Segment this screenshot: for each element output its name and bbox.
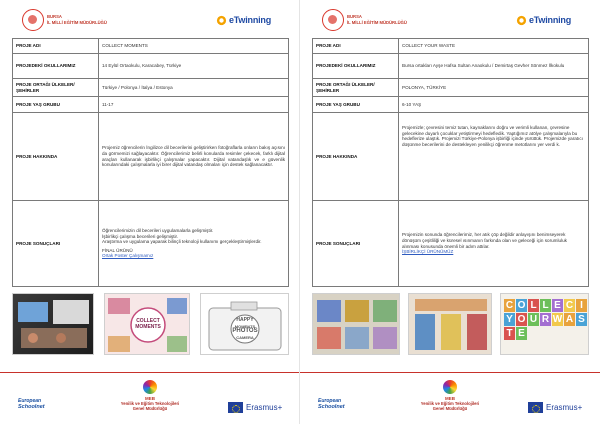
project-age-group: 11-17 — [99, 97, 289, 113]
meb-logo-icon — [322, 9, 344, 31]
project-results: Projemizin sonunda öğrencilerimiz, her atık çöp değildir anlayışını benimseyerek dönüşüm çeşitliliği ve küresel ısınmanın farkında olan ve geleceği için sorumluluk alınması konusunda önemli bir adım attılar. İŞBİRLİKÇİ ÜRÜNÜMÜZ — [399, 201, 589, 287]
page-footer — [0, 378, 300, 422]
collage-letter: A — [565, 314, 574, 325]
project-results: Öğrencilerimizin dil becerileri uygulamalarla gelişmiştir. İşbirlikçi çalışma becerileri gelişmiştir. Araştırma ve uygulama yaparak bilinçli teknoloji kullanımı gerçekleştirmişlerdir. FİNAL ÜRÜNÜ Ortak Poster Çalışmamız — [99, 201, 289, 287]
etwinning-logo: eTwinning — [516, 14, 576, 28]
etwinning-star-icon — [216, 15, 227, 26]
project-info-table — [12, 38, 289, 287]
photo-collect-your-waste-letters — [500, 293, 589, 355]
table-row: PROJE HAKKINDA Projemizle; çevresini temiz tutan, kaynaklarını doğru ve verimli kullanan, çevresine gelecekine duyarlı çocuklar yetiştirmeyi hedefledik. Yaptığımız atölye çalışmalarıyla bu hedeflerize ulaştık. Projemizi Türkiye-Polonya işbirliği içinde yürüttük. Projemizde yaratıcı düşünme becerilerini de destekleyen yenilikçi öğrenme metotlarını yer verdi k. — [313, 113, 589, 201]
waste-letters-collage — [504, 299, 587, 340]
collage-letter: W — [552, 314, 563, 325]
table-row: PROJEDEKİ OKULLARIMIZ 14 Eylül Ortaokulu, Karacabey, Türkiye — [13, 54, 289, 79]
yegitek-logo: MEB Yenilik ve Eğitim Teknolojileri Genel Müdürlüğü — [420, 380, 480, 420]
table-row: PROJE SONUÇLARI Öğrencilerimizin dil becerileri uygulamalarla gelişmiştir. İşbirlikçi çalışma becerileri gelişmiştir. Araştırma ve uygulama yaparak bilinçli teknoloji kullanımı gerçekleştirmişlerdir. FİNAL ÜRÜNÜ Ortak Poster Çalışmamız — [13, 201, 289, 287]
etwinning-logo: eTwinning — [216, 14, 276, 28]
table-row: PROJE ORTAĞI ÜLKELER/ŞEHİRLER Türkiye / Polonya / İtalya / Estonya — [13, 79, 289, 97]
project-photos — [312, 293, 589, 355]
table-row: PROJE ORTAĞI ÜLKELER/ŞEHİRLER POLONYA, TÜRKİYE — [313, 79, 589, 97]
project-schools: Bursa ortakları Ayşe Hafsa Sultan Anaokulu / Demirtaş Gevher Sönmez İlkokulu — [399, 54, 589, 79]
project-partners: POLONYA, TÜRKİYE — [399, 79, 589, 97]
photo-classroom-bulletin — [312, 293, 400, 355]
photo-school-wall — [408, 293, 492, 355]
project-about: Projemizle; çevresini temiz tutan, kaynaklarını doğru ve verimli kullanan, çevresine gelecekine duyarlı çocuklar yetiştirmeyi hedefledik. Yaptığımız atölye çalışmalarıyla bu hedeflerize ulaştık. Projemizi Türkiye-Polonya işbirliği içinde yürüttük. Projemizde yaratıcı düşünme becerilerini de destekleyen yenilikçi öğrenme metotlarını yer verdi k. — [399, 113, 589, 201]
project-age-group: 6-10 YAŞ — [399, 97, 589, 113]
project-name: COLLECT MOMENTS — [99, 39, 289, 54]
yegitek-emblem-icon — [443, 380, 457, 394]
table-row: PROJE YAŞ GRUBU 6-10 YAŞ — [313, 97, 589, 113]
page-footer — [300, 378, 600, 422]
collage-letter: O — [517, 314, 526, 325]
collage-letter: L — [528, 299, 539, 312]
photo-students-computer — [12, 293, 94, 355]
school-display-icon — [409, 294, 492, 355]
eu-flag-icon — [228, 402, 243, 413]
table-row: PROJE ADI COLLECT MOMENTS — [13, 39, 289, 54]
table-row: PROJE ADI COLLECT YOUR WASTE — [313, 39, 589, 54]
collage-letter: C — [505, 300, 514, 311]
european-schoolnet-logo: European Schoolnet — [318, 398, 345, 410]
collage-letter: O — [517, 300, 526, 311]
erasmus-logo: Erasmus+ — [228, 402, 294, 414]
project-photos — [12, 293, 289, 355]
final-product-link[interactable]: Ortak Poster Çalışmamız — [102, 253, 154, 259]
table-row: PROJE YAŞ GRUBU 11-17 — [13, 97, 289, 113]
project-partners: Türkiye / Polonya / İtalya / Estonya — [99, 79, 289, 97]
collage-letter: L — [540, 299, 551, 312]
project-info-table — [312, 38, 589, 287]
yegitek-emblem-icon — [143, 380, 157, 394]
project-schools: 14 Eylül Ortaokulu, Karacabey, Türkiye — [99, 54, 289, 79]
photo-collect-moments-collage: COLLECT MOMENTS — [104, 293, 190, 355]
table-row: PROJEDEKİ OKULLARIMIZ Bursa ortakları Ayşe Hafsa Sultan Anaokulu / Demirtaş Gevher Sönmez İlkokulu — [313, 54, 589, 79]
table-row: PROJE HAKKINDA Projemiz öğrencilerin İngilizce dil becerilerini geliştirirken fotoğraflarla onların bakış açısını da görmemizi sağlayacaktır. Öğrencilerimiz belirli konularda resimler çekecek, farklı dijital araçları kullanarak işbirlikçi çalışmalar yapacaktır. Dijital vatandaşlık ve e güvenlik konularındaki çalışmalarla iyi birer dijital vatandaş olmaları için destek sağlanacaktır. — [13, 113, 289, 201]
footer-divider — [300, 372, 600, 373]
page-header — [0, 6, 300, 36]
collage-letter: R — [541, 314, 550, 325]
erasmus-logo: Erasmus+ — [528, 402, 594, 414]
eu-flag-icon — [528, 402, 543, 413]
bulletin-board-icon — [313, 294, 400, 355]
meb-logo-icon — [22, 9, 44, 31]
photo-word-cloud-camera: HAPPY MOMENTS PHOTOS CAMERA — [200, 293, 289, 355]
page-header — [300, 6, 600, 36]
project-name: COLLECT YOUR WASTE — [399, 39, 589, 54]
project-about: Projemiz öğrencilerin İngilizce dil becerilerini geliştirirken fotoğraflarla onların bakış açısını da görmemizi sağlayacaktır. Öğrencilerimiz belirli konularda resimler çekecek, farklı dijital araçları kullanarak işbirlikçi çalışmalar yapacaktır. Dijital vatandaşlık ve e güvenlik konularındaki çalışmalarla iyi birer dijital vatandaş olmaları için destek sağlanacaktır. — [99, 113, 289, 201]
right-page — [300, 0, 600, 424]
ministry-name: BURSA İL MİLLİ EĞİTİM MÜDÜRLÜĞÜ — [347, 14, 407, 25]
collage-letter: T — [504, 327, 515, 340]
footer-divider — [0, 372, 300, 373]
etwinning-star-icon — [516, 15, 527, 26]
table-row: PROJE SONUÇLARI Projemizin sonunda öğrencilerimiz, her atık çöp değildir anlayışını benimseyerek dönüşüm çeşitliliği ve küresel ısınmanın farkında olan ve geleceği için sorumluluk alınması konusunda önemli bir adım attılar. İŞBİRLİKÇİ ÜRÜNÜMÜZ — [313, 201, 589, 287]
collage-letter: E — [516, 327, 527, 340]
collage-letter: I — [576, 299, 587, 312]
collage-letter: Y — [504, 313, 515, 326]
yegitek-logo: MEB Yenilik ve Eğitim Teknolojileri Genel Müdürlüğü — [120, 380, 180, 420]
european-schoolnet-logo: European Schoolnet — [18, 398, 45, 410]
collage-letter: S — [576, 313, 587, 326]
collage-letter: E — [552, 299, 563, 312]
collage-letter: C — [565, 300, 574, 311]
ministry-name: BURSA İL MİLLİ EĞİTİM MÜDÜRLÜĞÜ — [47, 14, 107, 25]
collage-letter: U — [529, 314, 538, 325]
computer-screens-icon — [13, 294, 94, 355]
collaborative-product-link[interactable]: İŞBİRLİKÇİ ÜRÜNÜMÜZ — [402, 249, 454, 255]
